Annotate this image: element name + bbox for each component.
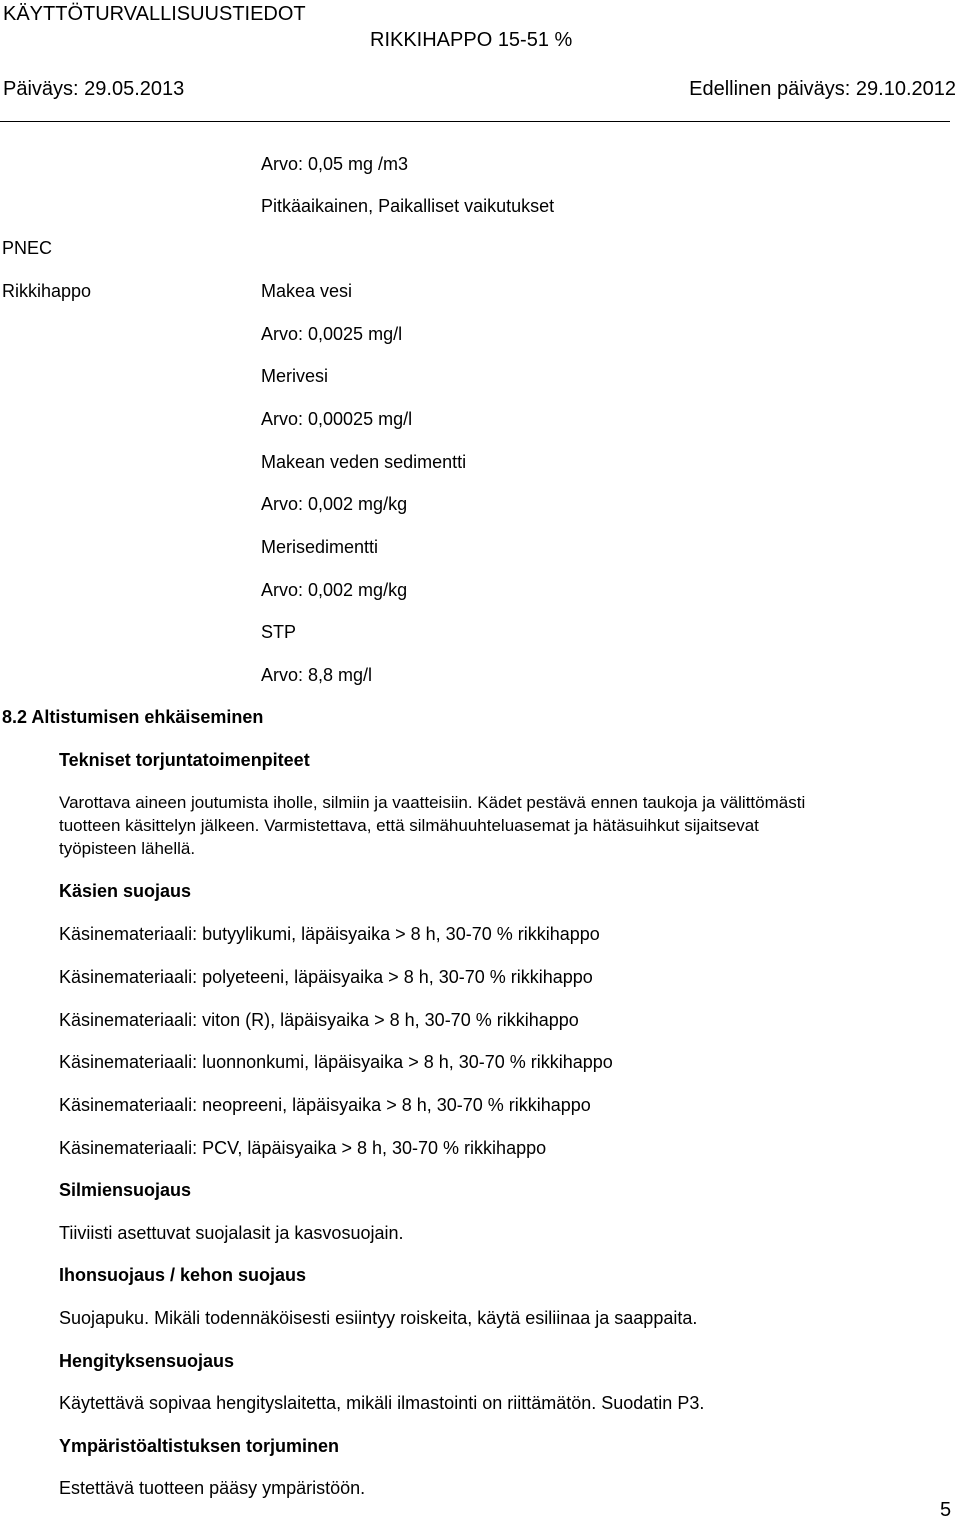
header-divider [0,121,950,122]
paragraph-line: Estettävä tuotteen pääsy ympäristöön. [59,1478,366,1498]
pnec-item: Makea vesi [261,281,353,301]
paragraph-line: tuotteen käsittelyn jälkeen. Varmistettava, että silmähuuhteluasemat ja hätäsuihkut sijaitsevat [59,816,759,835]
paragraph-line: Käytettävä sopivaa hengityslaitetta, mikäli ilmastointi on riittämätön. Suodatin P3. [59,1393,705,1413]
subsection-heading: Silmiensuojaus [59,1180,192,1200]
paragraph-line: työpisteen lähellä. [59,839,196,858]
glove-material-item: Käsinemateriaali: viton (R), läpäisyaika > 8 h, 30-70 % rikkihappo [59,1010,579,1030]
glove-material-item: Käsinemateriaali: polyeteeni, läpäisyaika > 8 h, 30-70 % rikkihappo [59,967,593,987]
pnec-item: Merivesi [261,366,329,386]
subsection-heading: Tekniset torjuntatoimenpiteet [59,750,310,770]
pnec-item: Arvo: 0,0025 mg/l [261,324,403,344]
pnec-item: STP [261,622,297,642]
previous-date: Edellinen päiväys: 29.10.2012 [689,78,956,100]
subsection-heading: Ihonsuojaus / kehon suojaus [59,1265,307,1285]
pnec-heading: PNEC [2,238,53,258]
section-heading: 8.2 Altistumisen ehkäiseminen [2,707,264,727]
glove-material-item: Käsinemateriaali: luonnonkumi, läpäisyaika > 8 h, 30-70 % rikkihappo [59,1052,613,1072]
pnec-item: Merisedimentti [261,537,379,557]
product-name: RIKKIHAPPO 15-51 % [370,29,573,51]
document-title: KÄYTTÖTURVALLISUUSTIEDOT [3,3,306,25]
pnec-item: Makean veden sedimentti [261,452,467,472]
pnec-item: Arvo: 0,002 mg/kg [261,580,408,600]
glove-material-item: Käsinemateriaali: PCV, läpäisyaika > 8 h, 30-70 % rikkihappo [59,1138,547,1158]
glove-material-item: Käsinemateriaali: butyylikumi, läpäisyaika > 8 h, 30-70 % rikkihappo [59,924,600,944]
page-number: 5 [940,1499,952,1521]
subsection-heading: Hengityksensuojaus [59,1351,235,1371]
issue-date: Päiväys: 29.05.2013 [3,78,185,100]
paragraph-line: Varottava aineen joutumista iholle, silmiin ja vaatteisiin. Kädet pestävä ennen taukoja ja välittömästi [59,793,806,812]
effect-note: Pitkäaikainen, Paikalliset vaikutukset [261,196,555,216]
pnec-substance: Rikkihappo [2,281,92,301]
paragraph-line: Tiiviisti asettuvat suojalasit ja kasvosuojain. [59,1223,404,1243]
pnec-item: Arvo: 8,8 mg/l [261,665,373,685]
subsection-heading: Käsien suojaus [59,881,192,901]
subsection-heading: Ympäristöaltistuksen torjuminen [59,1436,340,1456]
value-line: Arvo: 0,05 mg /m3 [261,154,409,174]
paragraph-line: Suojapuku. Mikäli todennäköisesti esiintyy roiskeita, käytä esiliinaa ja saappaita. [59,1308,698,1328]
glove-material-item: Käsinemateriaali: neopreeni, läpäisyaika > 8 h, 30-70 % rikkihappo [59,1095,591,1115]
pnec-item: Arvo: 0,002 mg/kg [261,494,408,514]
pnec-item: Arvo: 0,00025 mg/l [261,409,413,429]
